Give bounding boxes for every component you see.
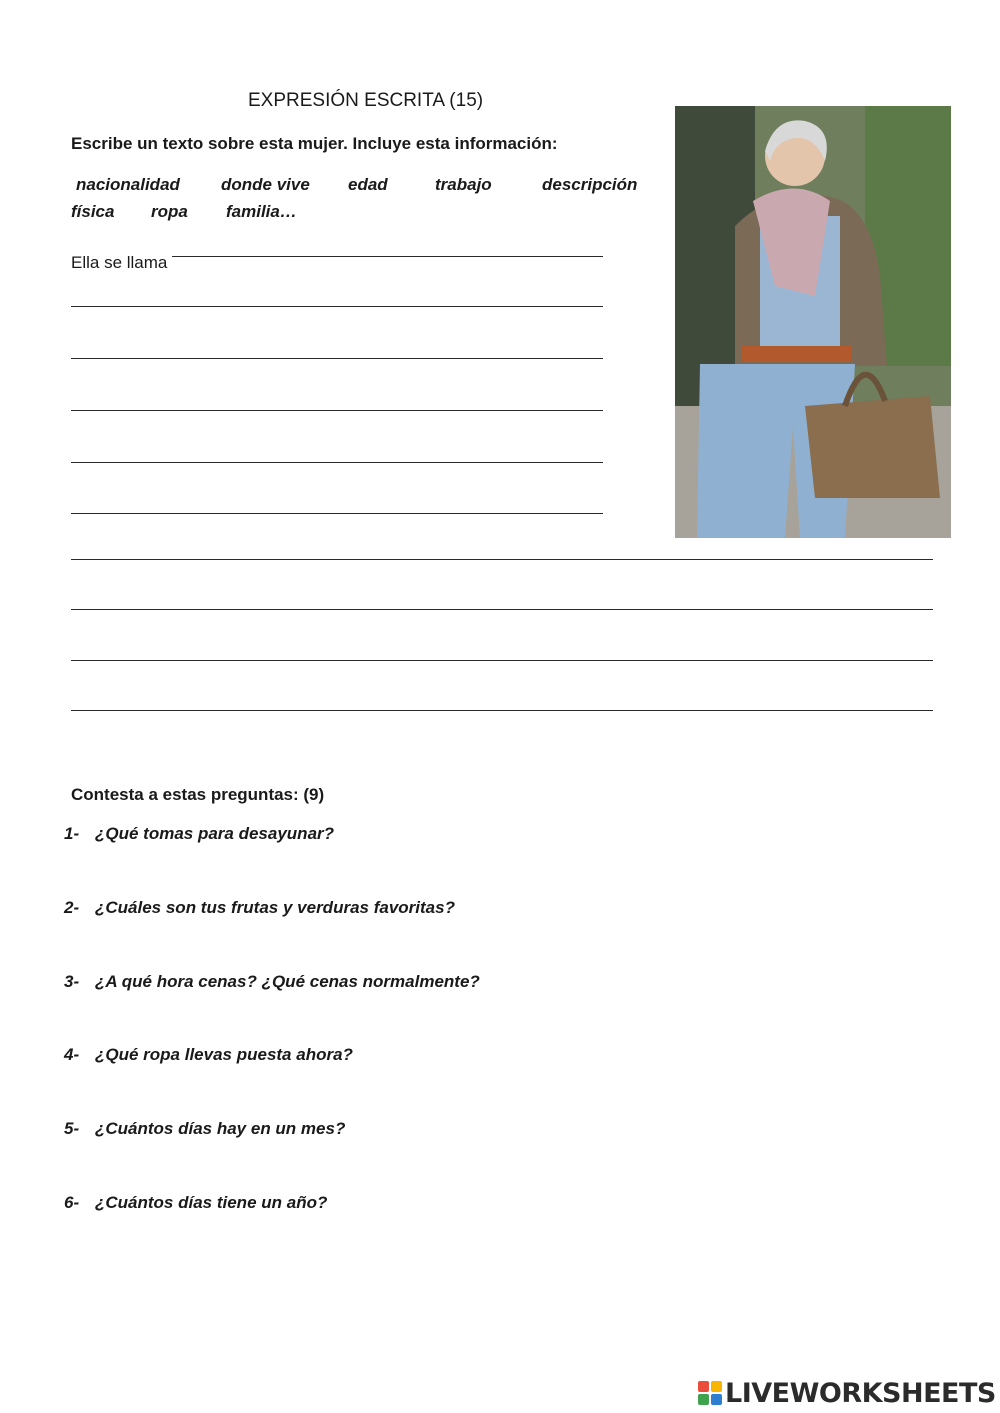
answer-line[interactable] — [71, 513, 603, 514]
question-item — [64, 1193, 327, 1213]
brand-tile — [711, 1381, 722, 1392]
answer-line[interactable] — [71, 410, 603, 411]
answer-line[interactable] — [71, 710, 933, 711]
question-item — [64, 1045, 353, 1065]
keyword: descripción — [542, 175, 638, 194]
answer-line[interactable] — [71, 609, 933, 610]
answer-lead-text: Ella se llama — [71, 253, 168, 272]
brand-icon — [698, 1381, 722, 1405]
brand-name: LIVEWORKSHEETS — [725, 1377, 996, 1409]
question-item — [64, 1119, 345, 1139]
keyword: trabajo — [435, 175, 492, 194]
liveworksheets-logo — [698, 1376, 996, 1410]
question-item — [64, 824, 334, 844]
keyword: nacionalidad — [76, 175, 180, 194]
answer-line[interactable] — [71, 462, 603, 463]
question-number: 3- — [64, 972, 80, 991]
question-text: ¿Cuántos días hay en un mes? — [95, 1119, 346, 1138]
keyword: física — [71, 202, 115, 221]
answer-line[interactable] — [71, 358, 603, 359]
answer-line[interactable] — [71, 660, 933, 661]
brand-tile — [698, 1381, 709, 1392]
woman-photo — [675, 106, 951, 538]
question-text: ¿A qué hora cenas? ¿Qué cenas normalmente? — [95, 972, 480, 991]
brand-tile — [711, 1394, 722, 1405]
keyword: edad — [348, 175, 388, 194]
question-text: ¿Qué ropa llevas puesta ahora? — [95, 1045, 353, 1064]
question-text: ¿Qué tomas para desayunar? — [95, 824, 335, 843]
question-number: 4- — [64, 1045, 80, 1064]
question-number: 2- — [64, 898, 80, 917]
question-text: ¿Cuáles son tus frutas y verduras favoritas? — [95, 898, 455, 917]
question-item — [64, 972, 480, 992]
page-title: EXPRESIÓN ESCRITA (15) — [248, 90, 484, 111]
question-number: 6- — [64, 1193, 80, 1212]
instruction-text: Escribe un texto sobre esta mujer. Incluye esta información: — [71, 134, 558, 153]
keyword: familia… — [226, 202, 297, 221]
keyword: donde vive — [221, 175, 310, 194]
brand-tile — [698, 1394, 709, 1405]
answer-line[interactable] — [71, 306, 603, 307]
question-item — [64, 898, 455, 918]
question-number: 1- — [64, 824, 80, 843]
question-text: ¿Cuántos días tiene un año? — [95, 1193, 328, 1212]
answer-line[interactable] — [71, 559, 933, 560]
questions-heading: Contesta a estas preguntas: (9) — [71, 785, 325, 804]
keyword: ropa — [151, 202, 188, 221]
question-number: 5- — [64, 1119, 80, 1138]
answer-line[interactable] — [172, 256, 603, 257]
